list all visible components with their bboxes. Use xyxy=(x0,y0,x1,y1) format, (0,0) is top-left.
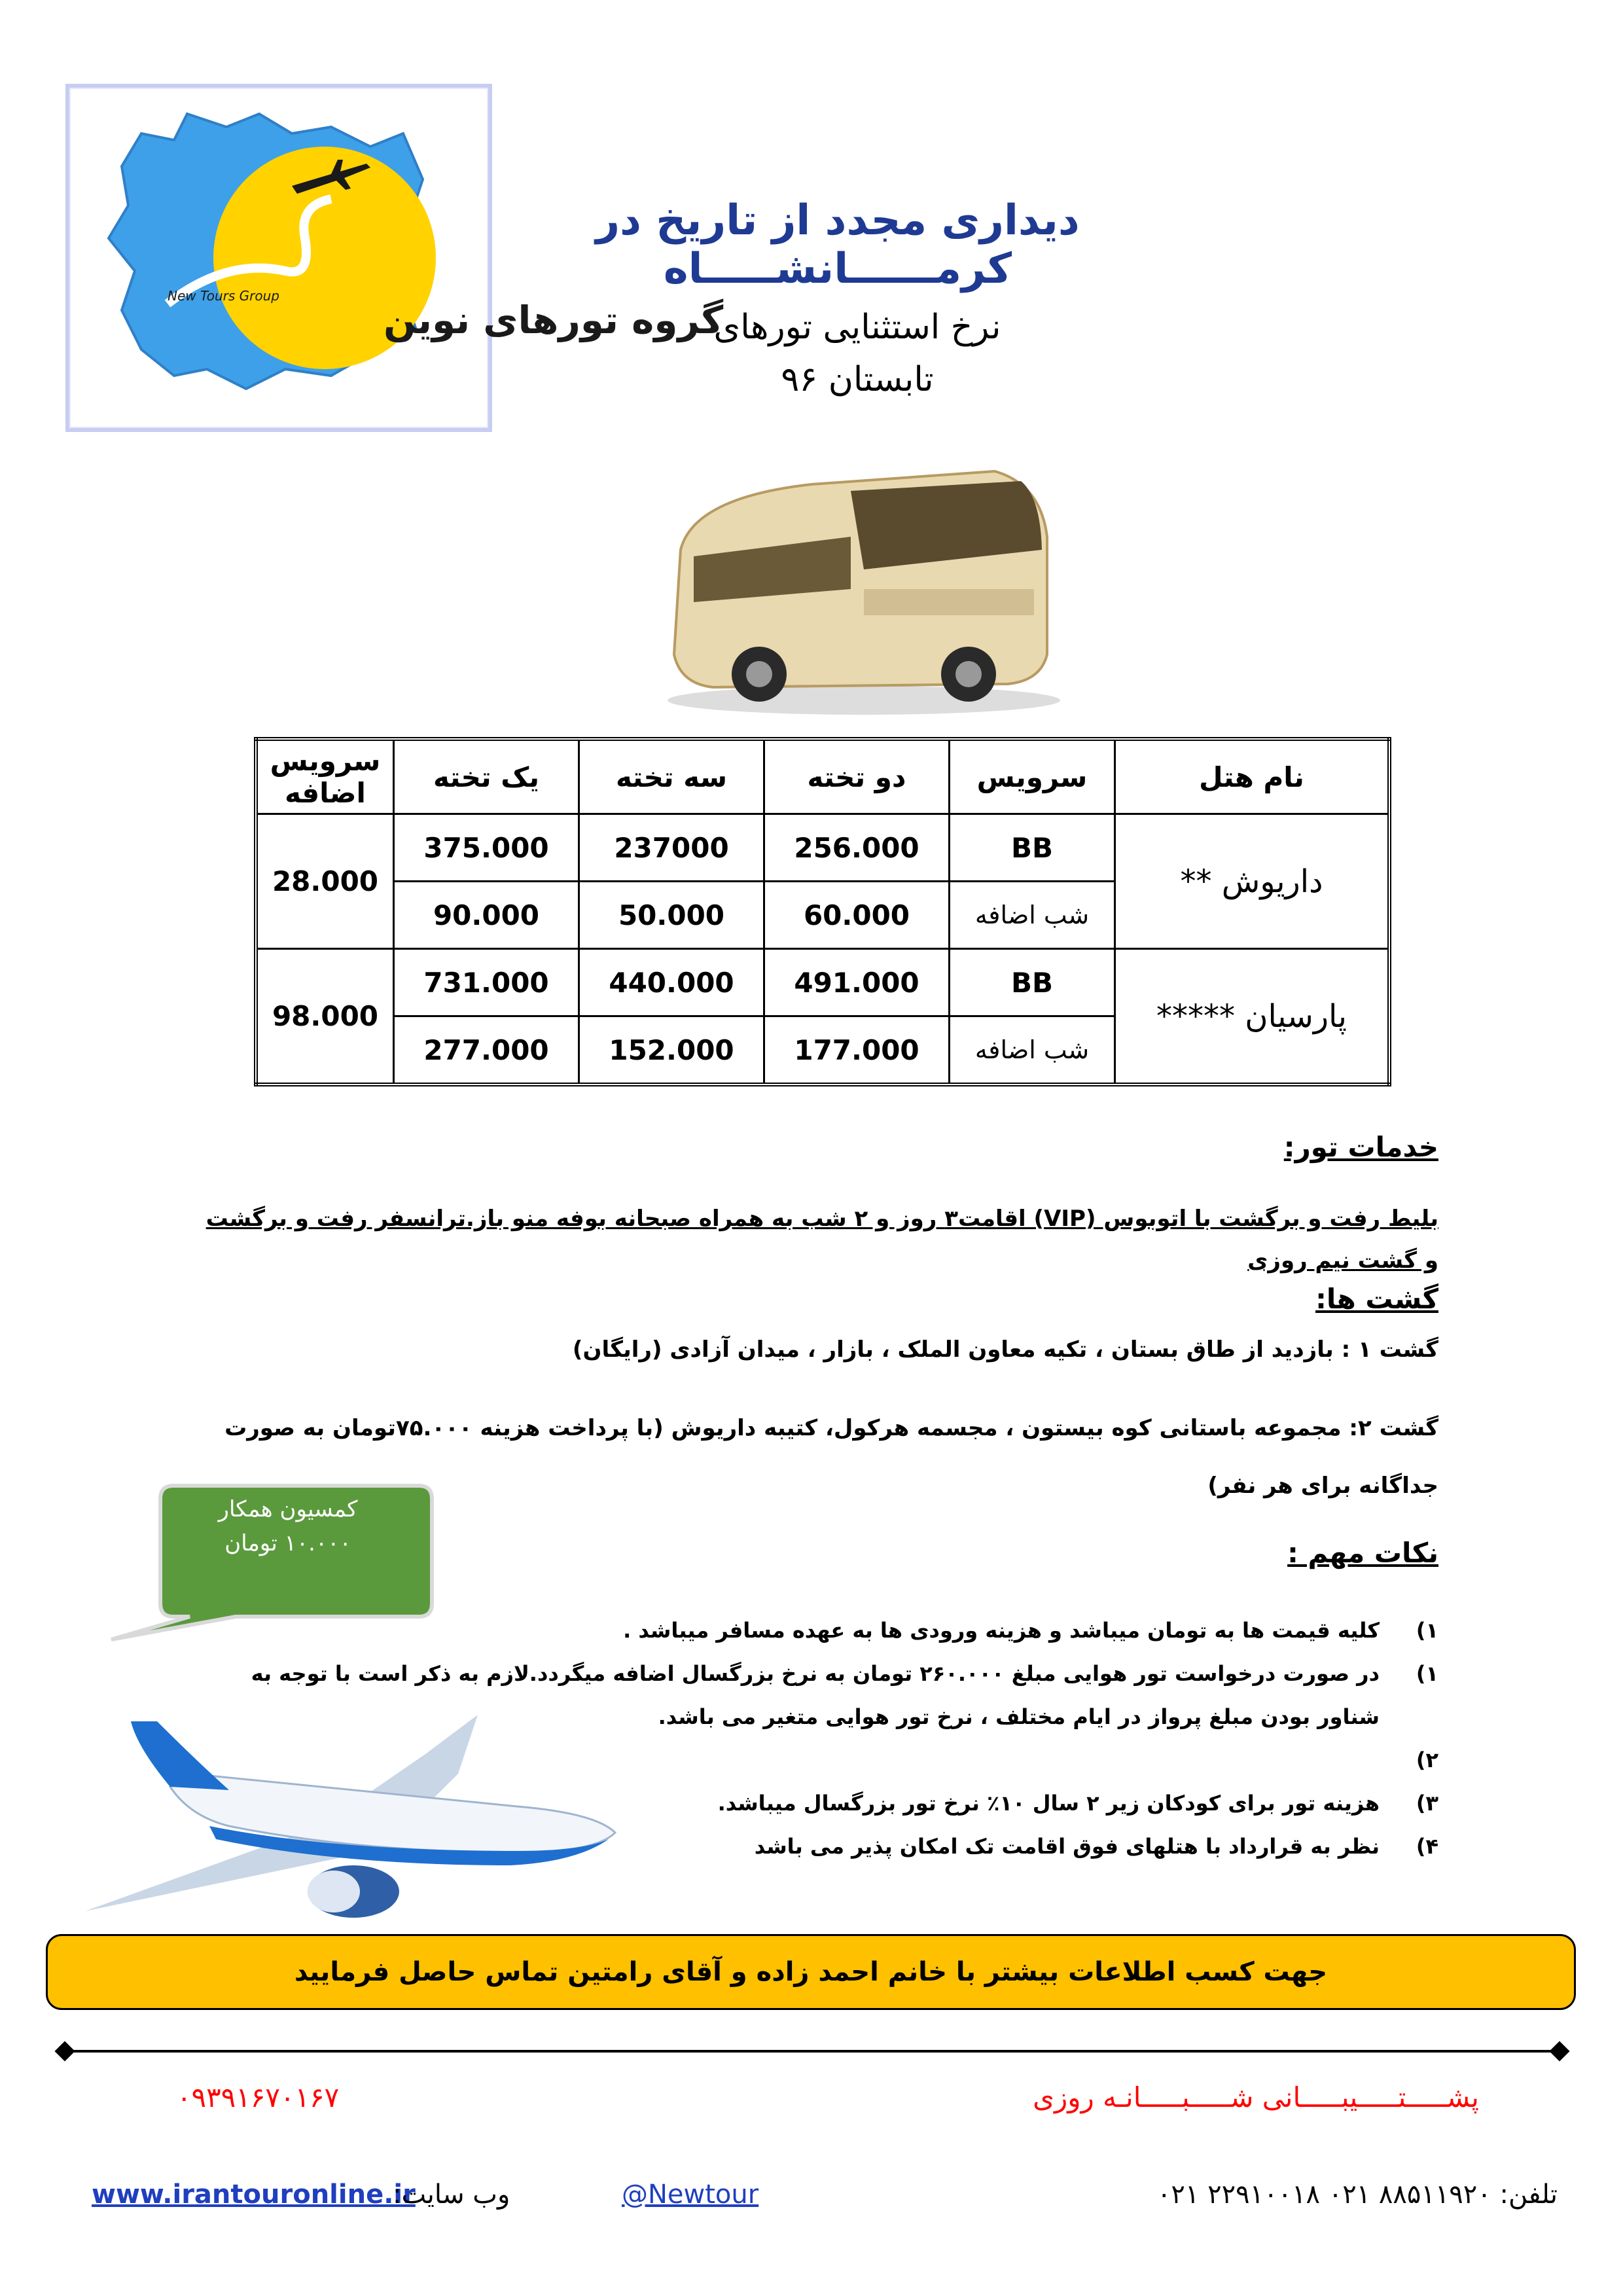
services-heading: خدمات تور: xyxy=(1283,1131,1438,1163)
hotel-name-parsian: پارسیان ***** xyxy=(1115,949,1390,1085)
header-double: دو تخته xyxy=(764,739,950,814)
note-text: هزینه تور برای کودکان زیر ۲ سال ۱۰٪ نرخ تور بزرگسال میباشد. xyxy=(717,1791,1380,1816)
price-table xyxy=(254,737,1391,1086)
note-number: ۲) xyxy=(1416,1748,1438,1772)
header-hotel-name: نام هتل xyxy=(1115,739,1390,814)
cell-double: 256.000 xyxy=(764,814,950,882)
commission-text xyxy=(164,1492,412,1560)
cell-single: 277.000 xyxy=(394,1016,579,1085)
cell-single: 731.000 xyxy=(394,949,579,1016)
cell-triple: 440.000 xyxy=(579,949,764,1016)
logo-text-fa: گروه تورهای نوین xyxy=(383,298,724,342)
note-text: در صورت درخواست تور هوایی مبلغ ۲۶۰.۰۰۰ تومان به نرخ بزرگسال اضافه میگردد.لازم به ذکر است با توجه به شناور بودن مبلغ پرواز در ایام مختلف ، نرخ تور هوایی متغیر می باشد. xyxy=(251,1661,1380,1729)
cell-extra-service: 28.000 xyxy=(256,814,394,949)
header-triple: سه تخته xyxy=(579,739,764,814)
page-title: دیداری مجدد از تاریخ در کرمــــــانشـــــاه xyxy=(596,196,1080,293)
tour-2-text: گشت ۲: مجموعه باستانی کوه بیستون ، مجسمه هرکول، کتیبه داریوش (با پرداخت هزینه ۷۵.۰۰۰تومان به صورت جداگانه برای هر نفر) xyxy=(224,1415,1438,1499)
subtitle-line-2: تابستان ۹۶ xyxy=(781,360,934,399)
website-link[interactable]: www.irantouronline.ir xyxy=(92,2179,416,2210)
phone-numbers: تلفن: ۸۸۵۱۱۹۲۰ ۰۲۱ ۲۲۹۱۰۰۱۸ ۰۲۱ xyxy=(1156,2179,1558,2210)
page-subtitle xyxy=(589,301,1126,406)
commission-line-1: کمسیون همکار xyxy=(218,1496,358,1522)
divider-diamond-left-icon xyxy=(54,2041,75,2061)
logo-map-icon xyxy=(96,107,724,395)
tours-heading: گشت ها: xyxy=(1315,1283,1438,1315)
cell-triple: 237000 xyxy=(579,814,764,882)
cell-triple: 50.000 xyxy=(579,882,764,949)
note-text: کلیه قیمت ها به تومان میباشد و هزینه ورودی ها به عهده مسافر میباشد . xyxy=(623,1618,1380,1643)
notes-heading: نکات مهم : xyxy=(1287,1537,1438,1569)
logo-text-en: New Tours Group xyxy=(168,288,279,304)
cell-service: BB xyxy=(950,814,1115,882)
cell-double: 177.000 xyxy=(764,1016,950,1085)
header-service: سرویس xyxy=(950,739,1115,814)
bus-icon xyxy=(654,458,1060,720)
commission-line-2: ۱۰.۰۰۰ تومان xyxy=(224,1530,351,1556)
header-single: یک تخته xyxy=(394,739,579,814)
table-header-row xyxy=(256,739,1389,814)
table-row xyxy=(256,949,1389,1016)
website-label: وب سایت: xyxy=(393,2179,510,2210)
tour-1-text: گشت ۱ : بازدید از طاق بستان ، تکیه معاون الملک ، بازار ، میدان آزادی (رایگان) xyxy=(572,1336,1438,1363)
divider-diamond-right-icon xyxy=(1549,2041,1569,2061)
table-row xyxy=(256,814,1389,882)
note-number: ۱) xyxy=(1416,1618,1438,1643)
subtitle-line-1: نرخ استثنایی تورهای xyxy=(713,308,1001,347)
note-number: ۴) xyxy=(1416,1834,1438,1859)
logo xyxy=(65,84,724,432)
list-item xyxy=(195,1609,1438,1652)
cell-service: شب اضافه xyxy=(950,1016,1115,1085)
cell-single: 90.000 xyxy=(394,882,579,949)
note-number: ۳) xyxy=(1416,1791,1438,1816)
services-text: بلیط رفت و برگشت با اتوبوس (VIP) اقامت۳ روز و ۲ شب به همراه صبحانه بوفه منو باز.ترانسفر رفت و برگشت و گشت نیم روزی xyxy=(205,1206,1438,1274)
hotel-name-dariush: داریوش ** xyxy=(1115,814,1390,949)
note-text: نظر به قرارداد با هتلهای فوق اقامت تک امکان پذیر می باشد xyxy=(754,1834,1380,1859)
header-extra-service: سرویس اضافه xyxy=(256,739,394,814)
airplane-icon xyxy=(59,1676,648,1950)
cell-triple: 152.000 xyxy=(579,1016,764,1085)
support-phone[interactable]: ۰۹۳۹۱۶۷۰۱۶۷ xyxy=(177,2081,340,2113)
support-label: پشـــــتـــــیبـــــانی شـــــبـــــانـه روزی xyxy=(1033,2081,1479,2113)
cell-single: 375.000 xyxy=(394,814,579,882)
contact-banner: جهت کسب اطلاعات بیشتر با خانم احمد زاده و آقای رامتین تماس حاصل فرمایید xyxy=(46,1934,1576,2010)
cell-service: BB xyxy=(950,949,1115,1016)
telegram-link[interactable]: @Newtour xyxy=(622,2179,759,2210)
note-number: ۱) xyxy=(1416,1661,1438,1686)
cell-double: 60.000 xyxy=(764,882,950,949)
cell-double: 491.000 xyxy=(764,949,950,1016)
divider xyxy=(63,2050,1560,2053)
cell-service: شب اضافه xyxy=(950,882,1115,949)
cell-extra-service: 98.000 xyxy=(256,949,394,1085)
